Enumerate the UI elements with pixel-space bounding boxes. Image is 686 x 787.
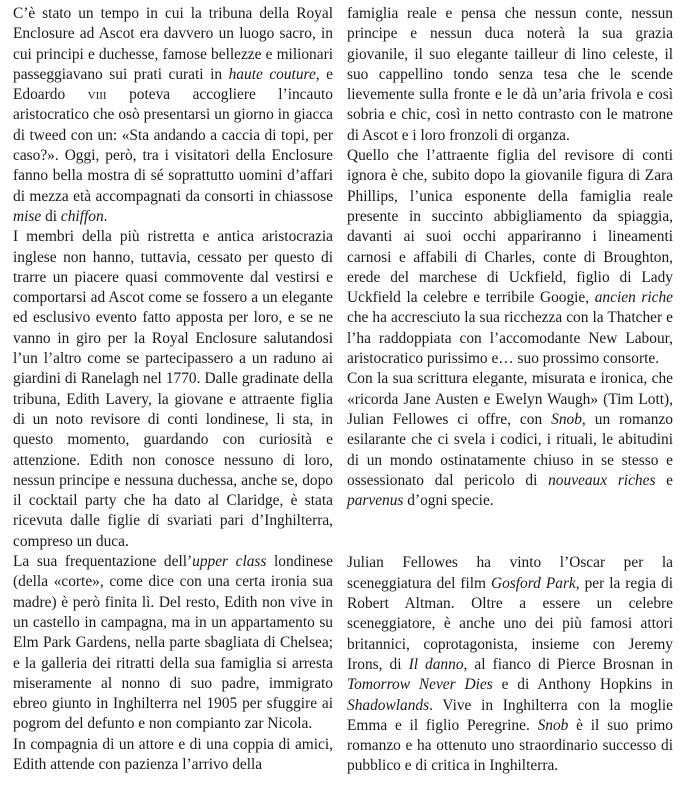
italic-run: Tomorrow Never Dies [347,676,493,694]
text-run: è il suo primo romanzo e ha ottenuto uno straordinario successo di pubblico e di critica in Inghilterra. [347,716,673,775]
italic-run: Snob [551,410,582,428]
text-run: e di Anthony Hopkins in [492,676,673,694]
italic-run: upper class [192,553,267,571]
text-run: poteva accogliere l’incauto aristocratico che osò presentarsi un giorno in giacca di tweed con un: «Sta andando a caccia di topi, per caso?». Oggi, però, tra i visitatori della Enclosure fanno bella mostra di sé soprattutto uomini d’affari di mezza età accompagnati da consorti in chiassose [13,86,333,205]
paragraph-charles [347,146,673,369]
left-column [13,4,333,775]
italic-run: haute couture [228,65,316,83]
paragraph-aristocracy [13,227,333,552]
italic-run: Snob [537,716,569,734]
text-run: e [655,471,674,489]
text-run: d’ogni specie. [403,492,494,510]
italic-run: Il danno [408,655,464,673]
paragraph-royal-family [347,4,673,146]
italic-run: Shadowlands [347,696,430,714]
paragraph-upper-class [13,552,333,735]
right-column [347,4,673,777]
text-run: , un romanzo esilarante che ci svela i codici, i rituali, le abitudini di un mondo ostinatamente chiuso in se stesso e ossessionato dal pericolo di [347,410,674,489]
text-run: . Vive in Inghilterra con la moglie Emma e il figlio Peregrine. [347,696,673,734]
author-biography [347,553,673,776]
text-run: I membri della più ristretta e antica aristocrazia inglese non hanno, tuttavia, cessato per questo di trarre un piacere quasi commovente dal vestirsi e comportarsi ad Ascot come se fossero a un elegante ed esclusivo evento fatto apposta per loro, e se ne vanno in giro per la Royal Enclosure salutandosi l’un l’altro come se partecipassero a un raduno ai giardini di Ranelagh nel 1770. Dalle gradinate della tribuna, Edith Lavery, la giovane e attraente figlia di un noto revisore di conti londinese, li sta, in questo momento, guardando con curiosità e attenzione. Edith non conosce nessuno di loro, nessun principe e nessuna duchessa, anche se, dopo il cocktail party che ha dato al Claridge, è stata ricevuta dalle figlie di svariati pari d’Inghilterra, compreso un duca. [13,228,333,550]
text-run: londinese (della «corte», come dice con una certa ironia sua madre) è però finita lì. Del resto, Edith non vive in un castello in campagna, ma in un appartamento su Elm Park Gardens, nella parte sbagliata di Chelsea; e la galleria dei ritratti della sua famiglia si arresta miseramente al nonno di suo padre, immigrato ebreo giunto in Inghilterra nel 1905 per sfuggire ai pogrom del defunto e non compianto zar Nicola. [13,553,333,733]
text-run: La sua frequentazione dell’ [13,553,193,571]
text-run: che ha accresciuto la sua ricchezza con la Thatcher e l’ha raddoppiata con l’accomodante New Labour, aristocratico purissimo e… suo prossimo consorte. [347,309,673,368]
italic-run: mise [13,207,42,225]
italic-run: Gosford Park [490,574,576,592]
text-run: , e Edoardo [13,65,333,104]
italic-run: nouveaux riches [548,471,656,489]
text-run: di [41,207,61,225]
text-run: Julian Fellowes ha vinto l’Oscar per la sceneggiatura del film [347,554,673,592]
text-run: . [103,207,108,225]
text-run: , al fianco di Pierce Brosnan in [463,655,673,673]
text-run: , per la regia di Robert Altman. Oltre a essere un celebre sceneggiatore, è anche uno dei più famosi attori britannici, coprotagonista, insieme con Jeremy Irons, di [347,574,673,673]
text-run: In compagnia di un attore e di una coppia di amici, Edith attende con pazienza l’arrivo della [13,735,333,773]
italic-run: parvenus [347,492,404,510]
text-run: C’è stato un tempo in cui la tribuna della Royal Enclosure ad Ascot era davvero un luogo sacro, in cui principi e duchesse, famose bellezze e milionari passeggiavano sui prati curati in [13,5,333,83]
italic-run: chiffon [60,207,104,225]
text-run: Con la sua scrittura elegante, misurata e ironica, che «ricorda Jane Austen e Ewelyn Waugh» (Tim Lott), Julian Fellowes ci offre, con [347,370,673,428]
paragraph-waiting [13,735,333,776]
small-caps-run: viii [87,86,107,104]
text-run: famiglia reale e pensa che nessun conte, nessun principe e nessun duca noterà la sua grazia giovanile, il suo elegante tailleur di lino celeste, il suo cappellino tondo senza tesa che le scende lievemente sulla fronte e le dà un’aria frivola e così sobria e chic, così in netto contrasto con le matrone di Ascot e i loro fronzoli di organza. [347,5,673,144]
paragraph-novel-summary [347,369,673,511]
text-run: Quello che l’attraente figlia del revisore di conti ignora è che, subito dopo la giovanile figura di Zara Phillips, l’unica esponente della famiglia reale presente in succinto abbigliamento da spiaggia, davanti ai suoi occhi appariranno i lineamenti carnosi e affabili di Charles, conte di Broughton, erede del marchese di Uckfield, figlio di Lady Uckfield la celebre e terribile Googie, [347,147,673,307]
italic-run: ancien riche [594,289,673,307]
paragraph-ascot-history [13,4,333,227]
